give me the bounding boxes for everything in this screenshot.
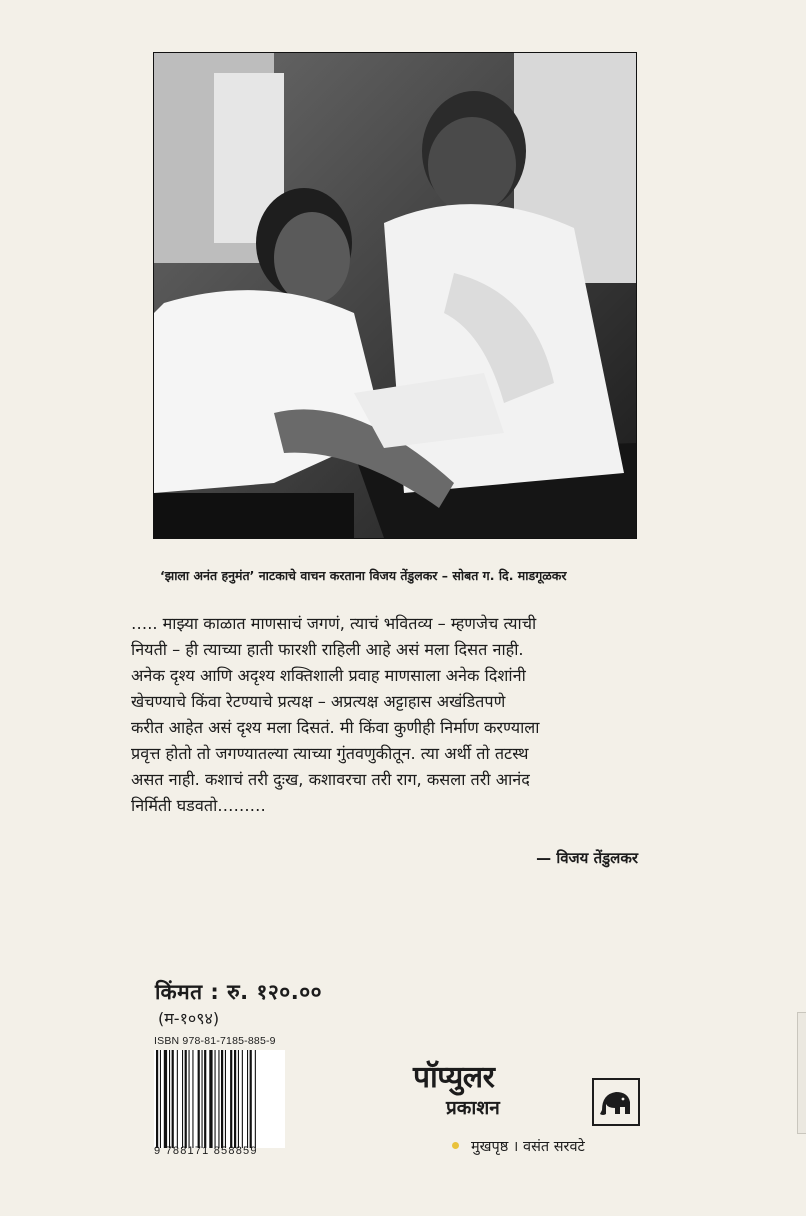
decorative-dot bbox=[452, 1142, 459, 1149]
author-quote bbox=[131, 611, 651, 819]
cover-credit: मुखपृष्ठ । वसंत सरवटे bbox=[471, 1139, 585, 1155]
quote-line: निर्मिती घडवतो……… bbox=[131, 796, 266, 815]
elephant-icon bbox=[592, 1078, 640, 1126]
photo-image bbox=[154, 53, 636, 538]
barcode-number: 9 788171 858859 bbox=[154, 1145, 258, 1157]
quote-author: — विजय तेंडुलकर bbox=[536, 849, 638, 867]
page-edge bbox=[797, 1012, 806, 1134]
quote-line: खेचण्याचे किंवा रेटण्याचे प्रत्यक्ष – अप्रत्यक्ष अट्टाहास अखंडितपणे bbox=[131, 692, 506, 711]
price: किंमत : रु. १२०.०० bbox=[155, 980, 323, 1004]
quote-line: अनेक दृश्य आणि अदृश्य शक्तिशाली प्रवाह माणसाला अनेक दिशांनी bbox=[131, 666, 526, 685]
quote-line: नियती – ही त्याच्या हाती फारशी राहिली आहे असं मला दिसत नाही. bbox=[131, 640, 524, 659]
quote-line: करीत आहेत असं दृश्य मला दिसतं. मी किंवा कुणीही निर्माण करण्याला bbox=[131, 718, 540, 737]
quote-line: असत नाही. कशाचं तरी दुःख, कशावरचा तरी राग, कसला तरी आनंद bbox=[131, 770, 530, 789]
barcode bbox=[154, 1050, 285, 1148]
catalog-code: (म-१०९४) bbox=[158, 1009, 220, 1028]
photo-caption: ‘झाला अनंत हनुमंत’ नाटकाचे वाचन करताना विजय तेंडुलकर – सोबत ग. दि. माडगूळकर bbox=[160, 568, 567, 583]
author-photo bbox=[153, 52, 637, 539]
quote-line: प्रवृत्त होतो तो जगण्यातल्या त्याच्या गुंतवणुकीतून. त्या अर्थी तो तटस्थ bbox=[131, 744, 529, 763]
publisher-name: पॉप्युलर bbox=[413, 1060, 495, 1095]
isbn: ISBN 978-81-7185-885-9 bbox=[154, 1035, 276, 1047]
quote-line: ….. माझ्या काळात माणसाचं जगणं, त्याचं भवितव्य – म्हणजेच त्याची bbox=[131, 614, 537, 633]
publisher-subtitle: प्रकाशन bbox=[446, 1097, 500, 1119]
